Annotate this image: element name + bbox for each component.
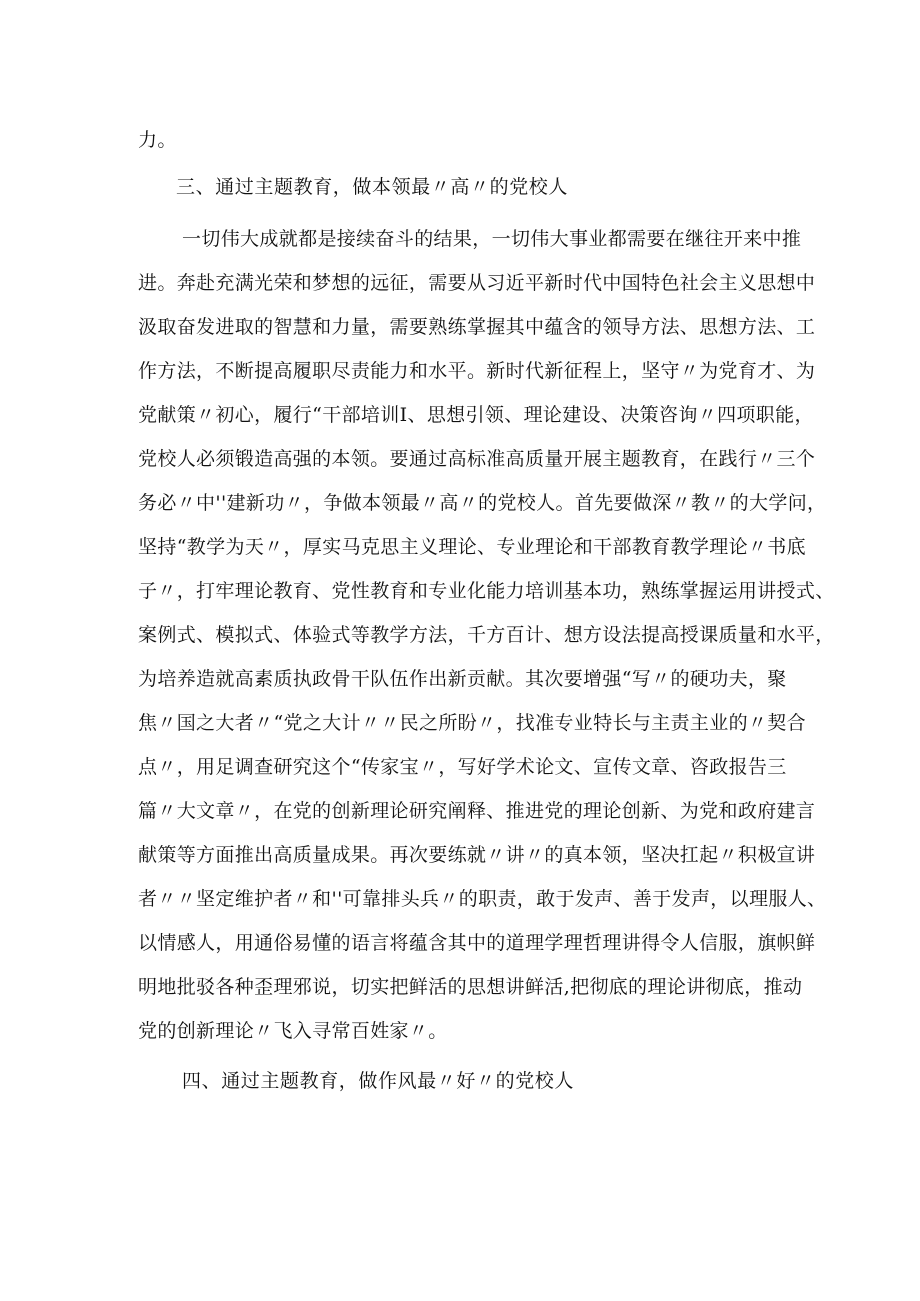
paragraph-line: 明地批驳各种歪理邪说，切实把鲜活的思想讲鲜活,把彻底的理论讲彻底，推动 — [138, 976, 803, 998]
paragraph-line: 献策等方面推出高质量成果。再次要练就〃讲〃的真本领，坚决扛起〃积极宣讲 — [138, 844, 816, 866]
paragraph-line: 以情感人，用通俗易懂的语言将蕴含其中的道理学理哲理讲得令人信服，旗帜鲜 — [138, 932, 816, 954]
paragraph-line: 汲取奋发进取的智慧和力量，需要熟练掌握其中蕴含的领导方法、思想方法、工 — [138, 316, 816, 338]
paragraph-line: 案例式、模拟式、体验式等教学方法，千方百计、想方设法提高授课质量和水平， — [138, 624, 835, 646]
paragraph-line: 一切伟大成就都是接续奋斗的结果，一切伟大事业都需要在继往开来中推 — [182, 228, 802, 250]
paragraph-line: 子〃，打牢理论教育、党性教育和专业化能力培训基本功，熟练掌握运用讲授式、 — [138, 580, 835, 602]
paragraph-line: 为培养造就高素质执政骨干队伍作出新贡献。其次要增强“写〃的硬功夫，聚 — [138, 668, 787, 690]
paragraph-line: 作方法，不断提高履职尽责能力和水平。新时代新征程上，坚守〃为党育才、为 — [138, 360, 816, 382]
paragraph-line: 焦〃国之大者〃“党之大计〃〃民之所盼〃，找准专业特长与主责主业的〃契合 — [138, 712, 806, 734]
paragraph-line: 进。奔赴充满光荣和梦想的远征，需要从习近平新时代中国特色社会主义思想中 — [138, 272, 816, 294]
paragraph-line: 党校人必须锻造高强的本领。要通过高标准高质量开展主题教育，在践行〃三个 — [138, 448, 816, 470]
fragment-line: 力。 — [138, 129, 177, 151]
paragraph-line: 务必〃中''建新功〃，争做本领最〃高〃的党校人。首先要做深〃教〃的大学问， — [138, 492, 827, 514]
section-four-heading: 四、通过主题教育，做作风最〃好〃的党校人 — [182, 1070, 575, 1092]
paragraph-line: 坚持“教学为天〃，厚实马克思主义理论、专业理论和干部教育教学理论〃书底 — [138, 536, 806, 558]
paragraph-line: 篇〃大文章〃，在党的创新理论研究阐释、推进党的理论创新、为党和政府建言 — [138, 800, 816, 822]
paragraph-line: 者〃〃坚定维护者〃和''可靠排头兵〃的职责，敢于发声、善于发声，以理服人、 — [138, 888, 827, 910]
paragraph-line: 党献策〃初心，履行“干部培训I、思想引领、理论建设、决策咨询〃四项职能， — [138, 404, 814, 426]
section-three-heading: 三、通过主题教育，做本领最〃高〃的党校人 — [176, 176, 569, 198]
paragraph-line: 党的创新理论〃飞入寻常百姓家〃。 — [138, 1020, 448, 1042]
paragraph-line: 点〃，用足调查研究这个“传家宝〃，写好学术论文、宣传文章、咨政报告三 — [138, 756, 787, 778]
